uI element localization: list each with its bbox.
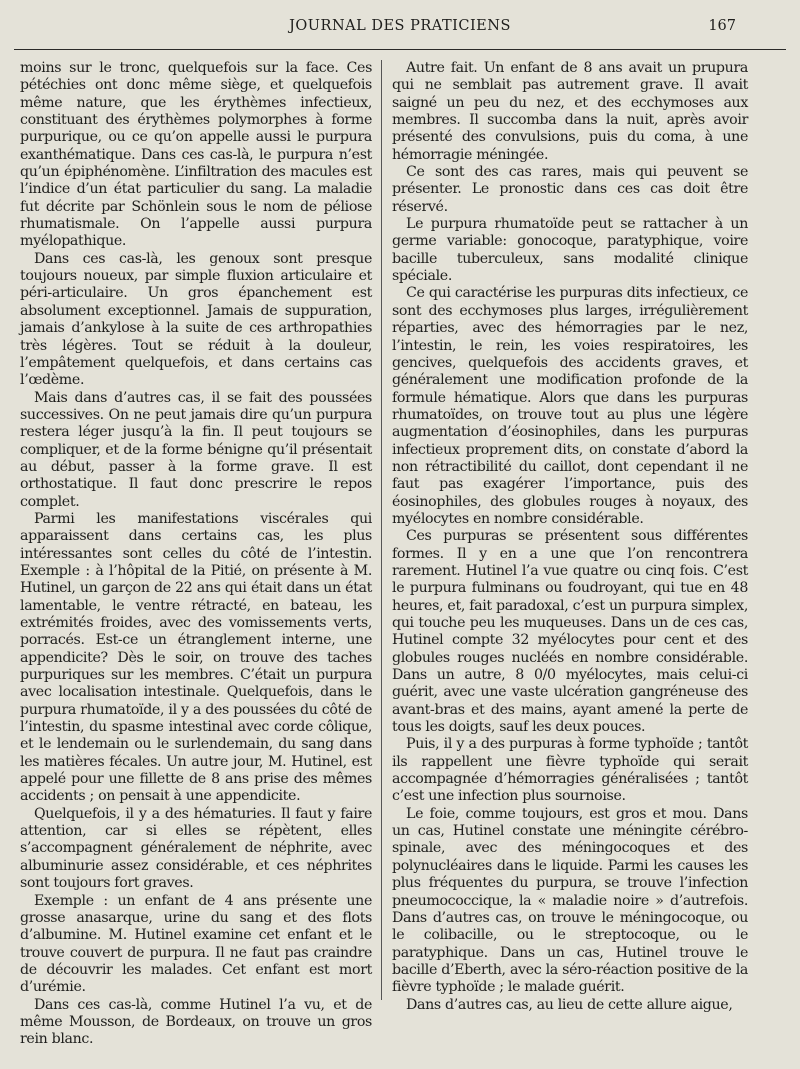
paragraph: Dans ces cas-là, les genoux sont presque toujours noueux, par simple fluxion articulaire et péri-articulaire. Un gros épanchement est absolument exceptionnel. Jamais de suppuration, jamais d’ankylose à la suite de ces arthropathies très légères. Tout se réduit à la douleur, l’empâtement quelquefois, et dans certains cas l’œdème. [20, 250, 372, 389]
paragraph: Mais dans d’autres cas, il se fait des poussées successives. On ne peut jamais dire qu’un purpura restera léger jusqu’à la fin. Il peut toujours se compliquer, et de la forme bénigne qu’il présentait au début, passer à la forme grave. Il est orthostatique. Il faut donc prescrire le repos complet. [20, 389, 372, 510]
right-column [392, 60, 748, 1014]
paragraph: Ces purpuras se présentent sous différentes formes. Il y en a une que l’on rencontrera rarement. Hutinel l’a vue quatre ou cinq fois. C’est le purpura fulminans ou foudroyant, qui tue en 48 heures, et, fait paradoxal, c’est un purpura simplex, qui touche peu les muqueuses. Dans un de ces cas, Hutinel compte 32 myélocytes pour cent et des globules rouges nucléés en nombre considérable. Dans un autre, 8 0/0 myélocytes, mais celui-ci guérit, avec une vaste ulcération gangréneuse des avant-bras et des mains, ayant amené la perte de tous les doigts, sauf les deux pouces. [392, 528, 748, 736]
page-number: 167 [708, 18, 736, 34]
paragraph: Exemple : un enfant de 4 ans présente une grosse anasarque, urine du sang et des flots d’albumine. M. Hutinel examine cet enfant et le trouve couvert de purpura. Il ne faut pas craindre de découvrir les malades. Cet enfant est mort d’urémie. [20, 892, 372, 996]
paragraph: Le foie, comme toujours, est gros et mou. Dans un cas, Hutinel constate une méningite cérébro-spinale, avec des méningocoques et des polynucléaires dans le liquide. Parmi les causes les plus fréquentes du purpura, se trouve l’infection pneumococcique, la « maladie noire » d’autrefois. Dans d’autres cas, on trouve le méningocoque, ou le colibacille, ou le streptocoque, ou le paratyphique. Dans un cas, Hutinel trouve le bacille d’Eberth, avec la séro-réaction positive de la fièvre typhoïde ; le malade guérit. [392, 805, 748, 996]
paragraph: Dans d’autres cas, au lieu de cette allure aigue, [406, 996, 733, 1013]
paragraph: Ce sont des cas rares, mais qui peuvent se présenter. Le pronostic dans ces cas doit être réservé. [392, 164, 748, 215]
paragraph: Dans ces cas-là, comme Hutinel l’a vu, et de même Mousson, de Bordeaux, on trouve un gros rein blanc. [20, 996, 372, 1048]
page-header [0, 14, 800, 44]
column-divider [381, 60, 382, 1000]
paragraph: Ce qui caractérise les purpuras dits infectieux, ce sont des ecchymoses plus larges, irrégulièrement réparties, avec des hémorragies par le nez, l’intestin, le rein, les voies respiratoires, les gencives, quelquefois des accidents graves, et généralement une modification profonde de la formule hématique. Alors que dans les purpuras rhumatoïdes, on trouve tout au plus une légère augmentation d’éosinophiles, dans les purpuras infectieux proprement dits, on constate d’abord la non rétractibilité du caillot, dont cependant il ne faut pas exagérer l’importance, puis des éosinophiles, des globules rouges à noyaux, des myélocytes en nombre considérable. [392, 285, 748, 527]
paragraph: Le purpura rhumatoïde peut se rattacher à un germe variable: gonocoque, paratyphique, voire bacille tuberculeux, sans modalité clinique spéciale. [392, 216, 748, 285]
paragraph: Autre fait. Un enfant de 8 ans avait un prupura qui ne semblait pas autrement grave. Il avait saigné un peu du nez, et des ecchymoses aux membres. Il succomba dans la nuit, après avoir présenté des convulsions, puis du coma, à une hémorragie méningée. [392, 60, 748, 163]
header-rule [14, 49, 786, 50]
left-column [20, 60, 372, 1049]
paragraph: Quelquefois, il y a des hématuries. Il faut y faire attention, car si elles se répètent, elles s’accompagnent généralement de néphrite, avec albuminurie assez considérable, et ces néphrites sont toujours fort graves. [20, 805, 372, 892]
paragraph: Puis, il y a des purpuras à forme typhoïde ; tantôt ils rappellent une fièvre typhoïde qui serait accompagnée d’hémorragies généralisées ; tantôt c’est une infection plus sournoise. [392, 736, 748, 805]
running-title: JOURNAL DES PRATICIENS [289, 18, 511, 34]
paragraph: Parmi les manifestations viscérales qui apparaissent dans certains cas, les plus intéressantes sont celles du côté de l’intestin. Exemple : à l’hôpital de la Pitié, on présente à M. Hutinel, un garçon de 22 ans qui était dans un état lamentable, le ventre rétracté, en bateau, les extrémités froides, avec des vomissements verts, porracés. Est-ce un étranglement interne, une appendicite? Dès le soir, on trouve des taches purpuriques sur les membres. C’était un purpura avec localisation intestinale. Quelquefois, dans le purpura rhumatoïde, il y a des poussées du côté de l’intestin, du spasme intestinal avec corde côlique, et le lendemain ou le surlendemain, du sang dans les matières fécales. Un autre jour, M. Hutinel, est appelé pour une fillette de 8 ans prise des mêmes accidents ; on pensait à une appendicite. [20, 510, 372, 805]
paragraph: moins sur le tronc, quelquefois sur la face. Ces pétéchies ont donc même siège, et quelquefois même nature, que les érythèmes infectieux, constituant des érythèmes polymorphes à forme purpurique, ou ce qu’on appelle aussi le purpura exanthématique. Dans ces cas-là, le purpura n’est qu’un épiphénomène. L’infiltration des macules est l’indice d’un état particulier du sang. La maladie fut décrite par Schönlein sous le nom de péliose rhumatismale. On l’appelle aussi purpura myélopathique. [20, 60, 372, 250]
